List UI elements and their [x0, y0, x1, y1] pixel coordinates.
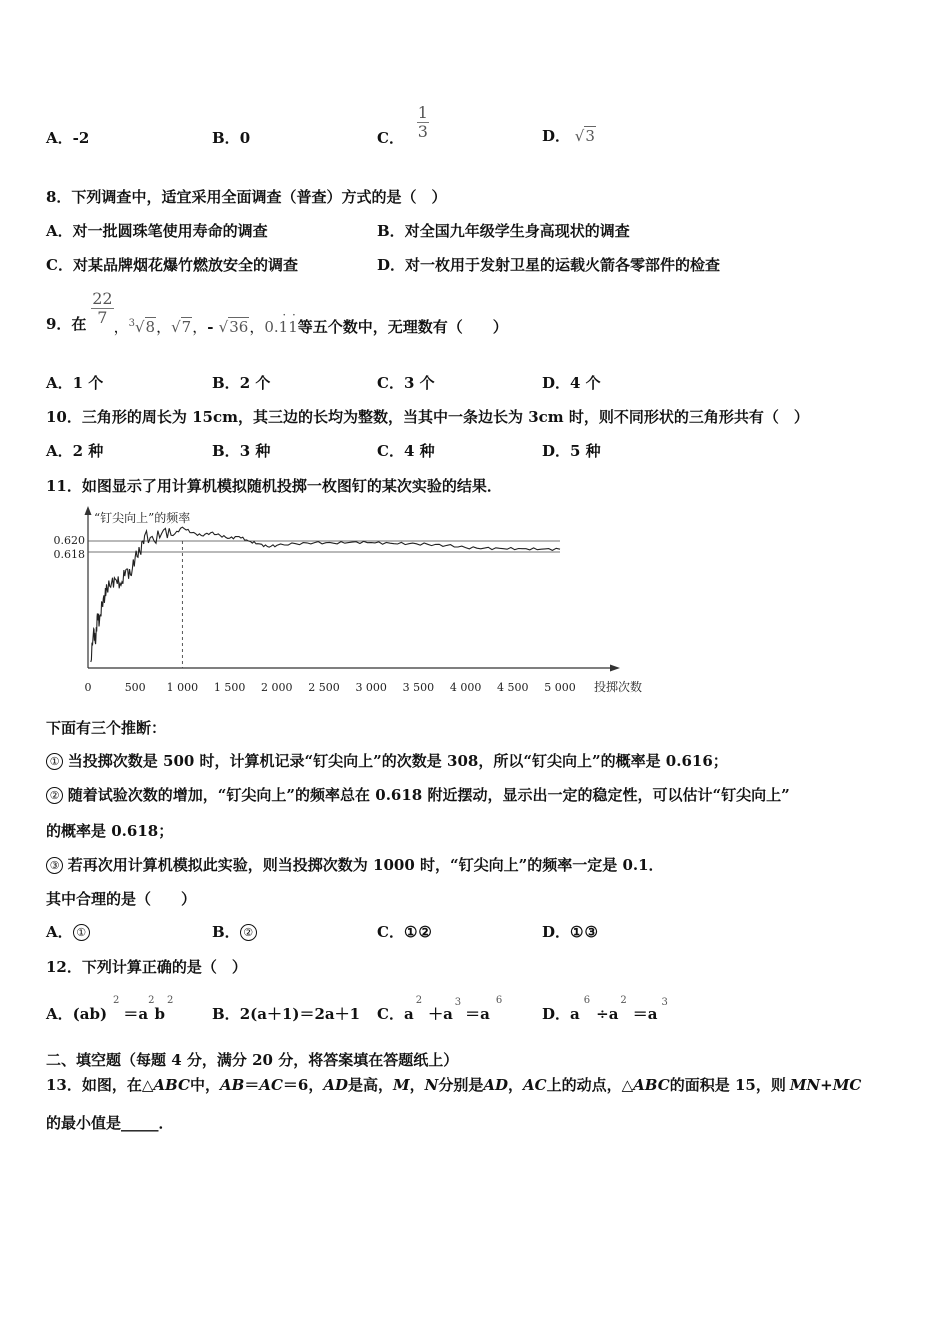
option-text: 2(a＋1)＝2a＋1 [239, 1005, 361, 1023]
q8-option-c [46, 255, 298, 275]
option-label: C． [377, 1005, 404, 1023]
x-tick-label: 1 500 [213, 681, 246, 694]
option-text: ①② [403, 923, 433, 941]
q13-text: ＝6， [282, 1076, 324, 1094]
x-tick-label: 2 000 [261, 681, 293, 694]
option-text: -2 [72, 129, 90, 147]
frequency-chart [46, 504, 658, 700]
circled-number: ③ [46, 857, 63, 874]
option-text: ①③ [570, 923, 599, 941]
x-tick-label: 4 500 [497, 681, 529, 694]
option-label: C． [377, 923, 404, 941]
q11-inferences-intro: 下面有三个推断： [46, 719, 167, 737]
option-text: 对一枚用于发射卫星的运载火箭各零部件的检查 [405, 256, 721, 274]
q8-option-b [377, 221, 630, 241]
sqrt-icon: √ [574, 127, 585, 145]
q9-option-d [542, 373, 601, 393]
q13-var: AC [259, 1076, 283, 1094]
option-label: A． [46, 442, 73, 460]
exponent: 2 [148, 995, 155, 1006]
expr-part: ＋a [428, 1005, 453, 1023]
option-text: 1 个 [72, 374, 104, 392]
radicand: 3 [585, 127, 595, 145]
x-tick-label: 3 500 [402, 681, 435, 694]
fraction-denominator: 3 [417, 122, 428, 141]
statement-text: 随着试验次数的增加，“钉尖向上”的频率总在 0.618 附近摆动，显示出一定的稳定性，可以估计“钉尖向上” [67, 786, 790, 804]
q11-statement-2-cont: 的概率是 0.618； [46, 822, 174, 840]
x-tick-label: 1 000 [166, 681, 199, 694]
q13-var: ABC [153, 1076, 190, 1094]
fraction [417, 104, 429, 141]
option-text: 4 种 [403, 442, 435, 460]
q9-option-b [212, 373, 270, 393]
exponent: 6 [495, 995, 503, 1006]
separator: ， [249, 318, 265, 336]
q9-suffix: 等五个数中，无理数有（ ） [297, 318, 508, 336]
expr-part: a [403, 1005, 414, 1023]
q8-stem: 8．下列调查中，适宜采用全面调查（普查）方式的是（ ） [46, 188, 447, 206]
q13-var: AD [483, 1076, 509, 1094]
x-tick-label: 2 500 [308, 681, 340, 694]
option-label: C． [377, 129, 404, 147]
option-text: 对全国九年级学生身高现状的调查 [404, 222, 630, 240]
q13-text: 中， [189, 1076, 220, 1094]
option-label: D． [542, 923, 571, 941]
q13-var: M [393, 1076, 410, 1094]
option-text: 0 [239, 129, 251, 147]
q13-text: 13．如图，在△ [46, 1076, 154, 1094]
option-label: B． [212, 442, 240, 460]
x-tick-label: 5 000 [544, 681, 576, 694]
q11-option-c [377, 922, 433, 942]
separator: ， [156, 318, 172, 336]
q9-option-a [46, 373, 103, 393]
q9-tail [113, 308, 508, 337]
q13-text: ＝ [244, 1076, 260, 1094]
q11-ask: 其中合理的是（ ） [46, 890, 197, 908]
option-label: A． [46, 222, 73, 240]
option-text: 3 个 [403, 374, 435, 392]
q13-var: ABC [633, 1076, 670, 1094]
expr-part: (ab) [72, 1005, 108, 1023]
option-text: 对某品牌烟花爆竹燃放安全的调查 [72, 256, 298, 274]
option-label: B． [212, 129, 240, 147]
q11-option-b [212, 922, 257, 942]
q10-option-d [542, 441, 601, 461]
q13-var: N [424, 1076, 439, 1094]
q8-option-a [46, 221, 268, 241]
q12-option-b [212, 1004, 360, 1024]
option-label: D． [542, 127, 571, 145]
option-text: 对一批圆珠笔使用寿命的调查 [72, 222, 268, 240]
radicand: 8 [145, 318, 156, 336]
x-axis-arrow-icon [610, 665, 620, 672]
cube-root-icon: √ [134, 318, 145, 336]
q10-option-c [377, 441, 435, 461]
option-label: D． [377, 256, 406, 274]
q7-option-a [46, 128, 89, 148]
option-label: C． [377, 374, 404, 392]
q13-var: AC [523, 1076, 547, 1094]
fraction [91, 290, 113, 327]
q9-prefix: 9．在 [46, 315, 87, 333]
option-label: B． [212, 374, 240, 392]
separator: ， [113, 318, 129, 336]
q13-text: ， [409, 1076, 425, 1094]
circled-number: ② [240, 924, 257, 941]
exponent: 2 [415, 995, 423, 1006]
y-tick-label: 0.620 [53, 534, 85, 547]
option-label: A． [46, 1005, 73, 1023]
option-text: 4 个 [570, 374, 601, 392]
q13-text: ， [508, 1076, 524, 1094]
x-tick-label: 4 000 [449, 681, 482, 694]
q12-option-c [377, 995, 503, 1027]
q7-option-c [377, 104, 429, 148]
option-label: C． [46, 256, 73, 274]
exponent: 2 [113, 995, 120, 1006]
exponent: 2 [620, 995, 627, 1006]
q11-statement-2 [46, 785, 790, 805]
radicand: 7 [181, 318, 192, 336]
option-label: B． [212, 1005, 240, 1023]
repeat-dots: · · [282, 308, 297, 322]
radicand: 36 [229, 318, 249, 336]
fraction-numerator: 22 [92, 289, 113, 308]
decimal-value: 0.11 [264, 318, 298, 336]
q13-var: AD [323, 1076, 348, 1094]
option-label: D． [542, 374, 571, 392]
y-axis-arrow-icon [85, 506, 92, 515]
exponent: 2 [167, 995, 174, 1006]
q13-var: MN+MC [789, 1076, 862, 1094]
q12-stem: 12．下列计算正确的是（ ） [46, 958, 247, 976]
option-label: D． [542, 1005, 571, 1023]
exponent: 6 [583, 995, 591, 1006]
exponent: 3 [661, 997, 668, 1008]
section-2-heading: 二、填空题（每题 4 分，满分 20 分，将答案填在答题纸上） [46, 1051, 459, 1069]
root-index: 3 [128, 318, 135, 329]
q9-stem [46, 290, 508, 337]
q8-option-d [377, 255, 720, 275]
q13-var: AB [219, 1076, 245, 1094]
q12-option-a [46, 995, 174, 1027]
option-label: A． [46, 923, 73, 941]
q13-text: 上的动点，△ [546, 1076, 634, 1094]
expr-part: b [154, 1005, 166, 1023]
q13-text: 的面积是 15，则 [669, 1076, 786, 1094]
separator: ， [192, 318, 208, 336]
expr-part: ＝a [123, 1005, 149, 1023]
q10-option-a [46, 441, 103, 461]
x-axis-label: 投掷次数 [594, 680, 643, 694]
q13-line-1 [46, 1075, 861, 1095]
sqrt-icon: √ [218, 318, 229, 336]
exponent: 3 [454, 997, 462, 1008]
circled-number: ① [46, 753, 63, 770]
q7-option-b [212, 128, 250, 148]
fraction-denominator: 7 [97, 308, 108, 327]
circled-number: ① [73, 924, 90, 941]
expr-part: ÷a [596, 1005, 619, 1023]
option-text: 3 种 [239, 442, 271, 460]
q13-text: 是高， [348, 1076, 394, 1094]
fraction-numerator: 1 [417, 103, 428, 122]
q10-option-b [212, 441, 270, 461]
q11-stem: 11．如图显示了用计算机模拟随机投掷一枚图钉的某次实验的结果． [46, 477, 502, 495]
option-label: D． [542, 442, 571, 460]
frequency-series-line [91, 527, 560, 662]
q13-line-2: 的最小值是_____． [46, 1114, 174, 1132]
option-label: C． [377, 442, 404, 460]
option-label: B． [212, 923, 240, 941]
q12-option-d [542, 995, 668, 1027]
sqrt-icon: √ [171, 318, 181, 336]
x-tick-labels [85, 681, 576, 694]
x-tick-label: 0 [84, 681, 92, 694]
q11-statement-1 [46, 751, 728, 771]
expr-part: ＝a [465, 1005, 490, 1023]
negative-sign: - [207, 318, 219, 336]
q11-option-a [46, 922, 90, 942]
q11-statement-3 [46, 855, 664, 875]
option-label: A． [46, 129, 73, 147]
circled-number: ② [46, 787, 63, 804]
x-tick-label: 3 000 [355, 681, 387, 694]
option-text: 2 种 [72, 442, 104, 460]
chart-title: “钉尖向上”的频率 [94, 511, 191, 525]
q10-stem: 10．三角形的周长为 15cm，其三边的长均为整数，当其中一条边长为 3cm 时，则不同形状的三角形共有（ ） [46, 408, 809, 426]
y-tick-label: 0.618 [53, 548, 85, 561]
q11-option-d [542, 922, 599, 942]
option-label: A． [46, 374, 73, 392]
statement-text: 若再次用计算机模拟此实验，则当投掷次数为 1000 时，“钉尖向上”的频率一定是 0.1． [67, 856, 664, 874]
option-text: 5 种 [570, 442, 601, 460]
q13-text: 分别是 [438, 1076, 484, 1094]
option-text: 2 个 [239, 374, 271, 392]
expr-part: ＝a [632, 1005, 658, 1023]
q7-option-d [542, 126, 596, 146]
q9-option-c [377, 373, 435, 393]
expr-part: a [570, 1005, 580, 1023]
repeating-decimal [264, 308, 298, 336]
x-tick-label: 500 [124, 681, 146, 694]
option-label: B． [377, 222, 405, 240]
statement-text: 当投掷次数是 500 时，计算机记录“钉尖向上”的次数是 308，所以“钉尖向上”的概率是 0.616； [67, 752, 728, 770]
